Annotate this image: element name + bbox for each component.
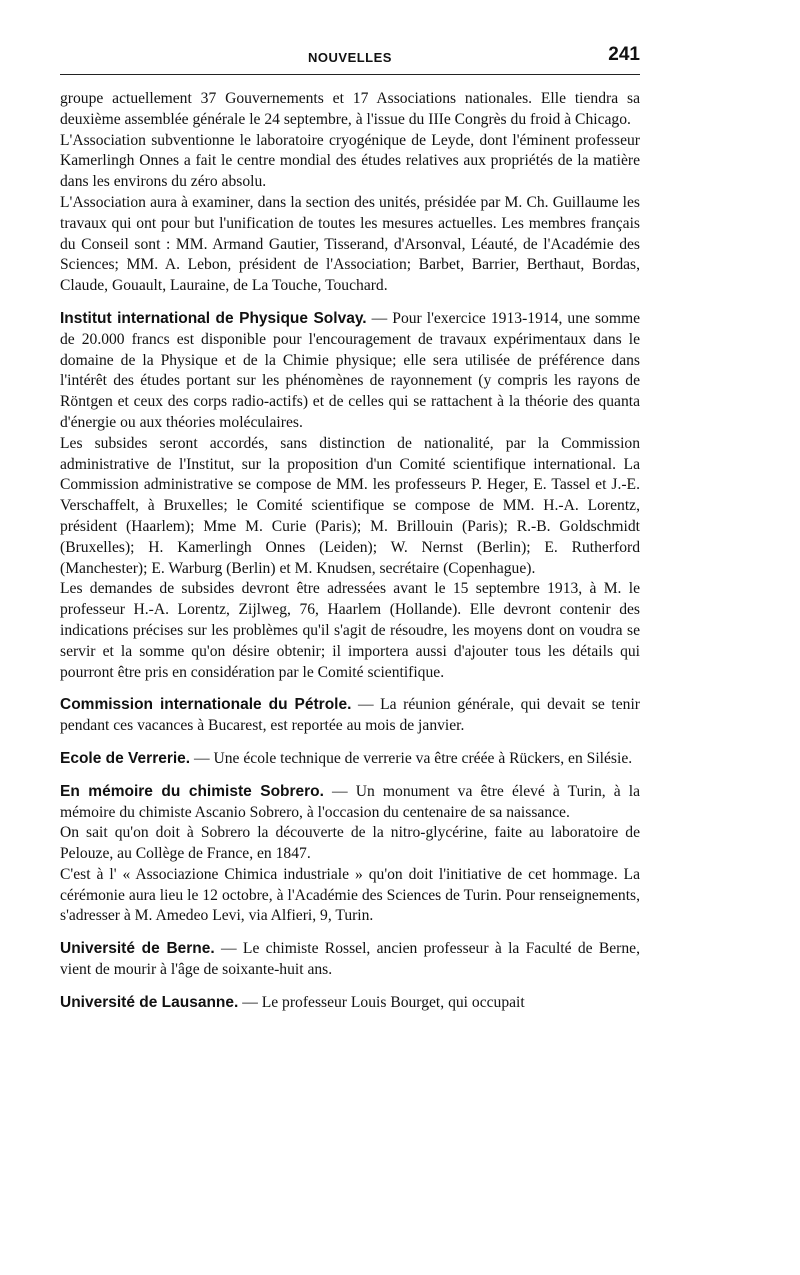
paragraph-refrigeration-association: groupe actuellement 37 Gouvernements et 17 Associations nationales. Elle tiendra sa deuxième assemblée générale le 24 septembre, à l'issue du IIIe Congrès du froid à Chicago.	[60, 90, 640, 128]
article-body: — Un monument va être élevé à Turin, à la mémoire du chimiste Ascanio Sobrero, à l'occasion du centenaire de sa naissance.	[60, 782, 641, 821]
article-heading: Université de Lausanne.	[60, 993, 239, 1011]
running-head	[60, 40, 640, 74]
paragraph-nitroglycerine: On sait qu'on doit à Sobrero la découverte de la nitro-glycérine, faite au laboratoire de Pelouze, au Collège de France, en 1847.	[60, 824, 640, 863]
article-body: — La réunion générale, qui devait se tenir pendant ces vacances à Bucarest, est reportée au mois de janvier.	[60, 696, 640, 735]
article-heading: Commission internationale du Pétrole.	[60, 696, 352, 714]
journal-page	[60, 40, 640, 1014]
section-title: NOUVELLES	[308, 50, 392, 65]
article-body: — Le chimiste Rossel, ancien professeur à la Faculté de Berne, vient de mourir à l'âge de soixante-huit ans.	[60, 940, 640, 979]
article-glassworks-school	[60, 749, 640, 770]
paragraph-leyde-laboratory: L'Association subventionne le laboratoire cryogénique de Leyde, dont l'éminent professeur Kamerlingh Onnes a fait le centre mondial des études relatives aux propriétés de la matière dans les environs du zéro absolu.	[60, 131, 640, 191]
header-rule	[60, 74, 640, 75]
article-heading: Université de Berne.	[60, 940, 215, 958]
article-heading: En mémoire du chimiste Sobrero.	[60, 782, 324, 800]
article-sobrero-memorial	[60, 782, 640, 824]
paragraph-turin-ceremony: C'est à l' « Associazione Chimica industriale » qu'on doit l'initiative de cet hommage. La cérémonie aura lieu le 12 octobre, à l'Académie des Sciences de Turin. Pour renseignements, s'adresser à M. Amedeo Levi, via Alfieri, 9, Turin.	[60, 865, 640, 925]
article-body: — Une école technique de verrerie va être créée à Rückers, en Silésie.	[190, 749, 633, 767]
article-petroleum-commission	[60, 695, 640, 737]
article-heading: Ecole de Verrerie.	[60, 749, 191, 767]
page-number: 241	[608, 44, 640, 65]
article-body: — Pour l'exercice 1913-1914, une somme de 20.000 francs est disponible pour l'encouragement de travaux expérimentaux dans le domaine de la Physique et de la Chimie physique; elle sera utilisée de préférence dans l'intérêt des études portant sur les phénomènes de rayonnement (y compris les rayons de Röntgen et ceux des corps radio-actifs) et de celles qui se rattachent à la théorie des quanta d'énergie ou aux théories moléculaires.	[60, 309, 640, 431]
article-solvay-institute	[60, 309, 640, 434]
paragraph-solvay-applications: Les demandes de subsides devront être adressées avant le 15 septembre 1913, à M. le professeur H.-A. Lorentz, Zijlweg, 76, Haarlem (Hollande). Elle devront contenir des indications précises sur les problèmes qu'il s'agit de résoudre, les moyens dont on voudra se servir et la somme qu'on désire obtenir; il importera aussi d'ajouter tous les détails qui pourront être pris en considération par le Comité scientifique.	[60, 580, 640, 681]
article-lausanne-university	[60, 993, 640, 1014]
paragraph-units-section: L'Association aura à examiner, dans la section des unités, présidée par M. Ch. Guillaume les travaux qui ont pour but l'unification de toutes les mesures actuelles. Les membres français du Conseil sont : MM. Armand Gautier, Tisserand, d'Arsonval, Léauté, de l'Académie des Sciences; MM. A. Lebon, président de l'Association; Barbet, Barrier, Berthaut, Bordas, Claude, Gouault, Lauraine, de La Touche, Touchard.	[60, 193, 640, 295]
article-heading: Institut international de Physique Solvay.	[60, 309, 367, 327]
article-bern-university	[60, 939, 640, 981]
article-body: — Le professeur Louis Bourget, qui occupait	[238, 993, 525, 1011]
paragraph-solvay-commission: Les subsides seront accordés, sans distinction de nationalité, par la Commission administrative de l'Institut, sur la proposition d'un Comité scientifique international. La Commission administrative se compose de MM. les professeurs P. Heger, E. Tassel et J.-E. Verschaffelt, à Bruxelles; le Comité scientifique se compose de MM. H.-A. Lorentz, président (Haarlem); Mme M. Curie (Paris); M. Brillouin (Paris); R.-B. Goldschmidt (Bruxelles); H. Kamerlingh Onnes (Leiden); W. Nernst (Berlin); E. Rutherford (Manchester); E. Warburg (Berlin) et M. Knudsen, secrétaire (Copenhague).	[60, 434, 640, 577]
